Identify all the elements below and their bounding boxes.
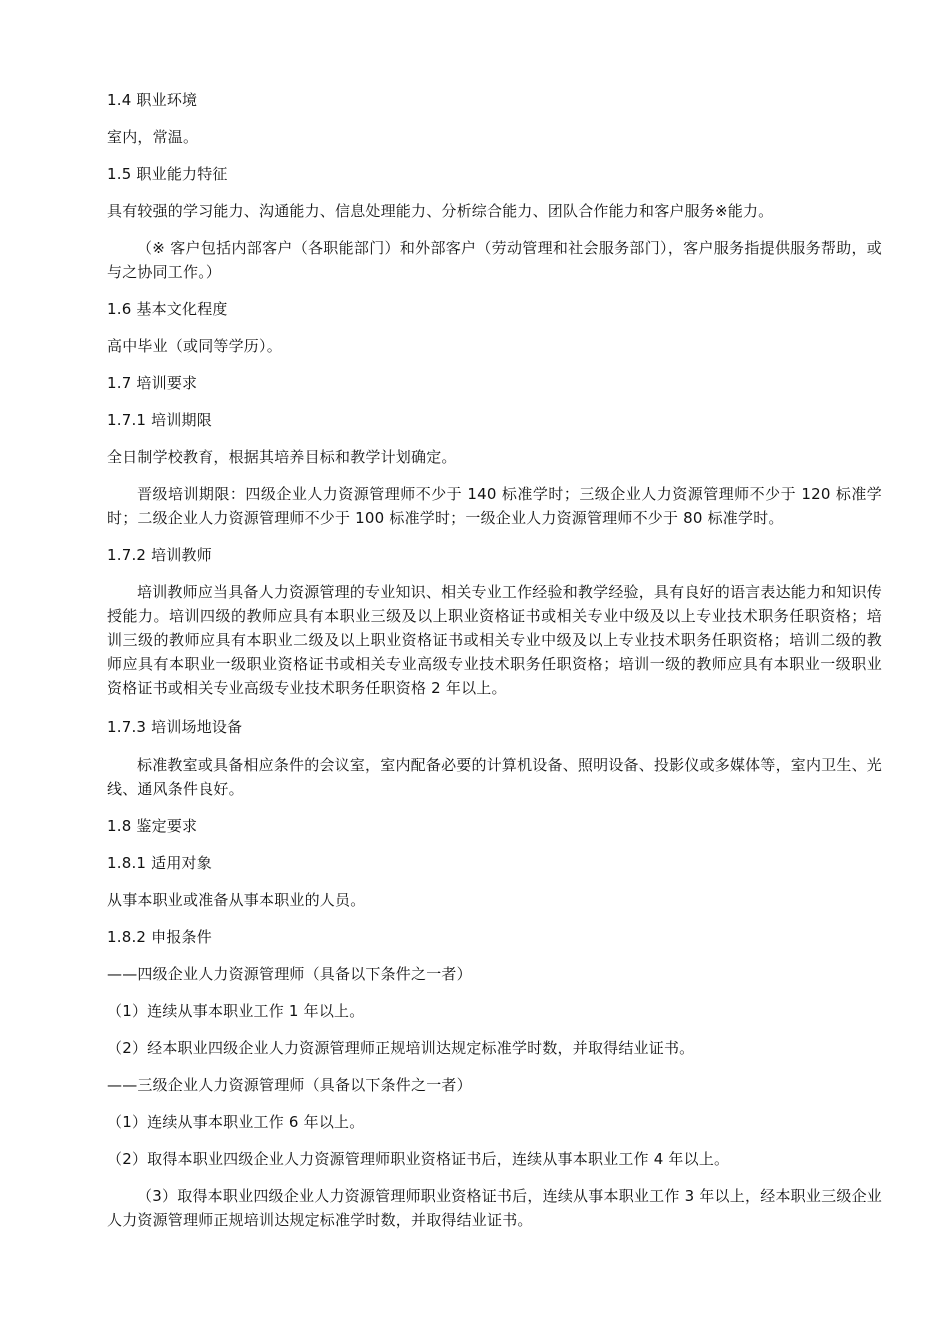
section-1-5-note: （※ 客户包括内部客户（各职能部门）和外部客户（劳动管理和社会服务部门），客户服务指提供服务帮助，或与之协同工作。） (107, 239, 882, 281)
section-1-7-heading: 1.7 培训要求 (107, 374, 198, 392)
section-1-7-1-text-1: 全日制学校教育，根据其培养目标和教学计划确定。 (107, 448, 457, 466)
section-1-7-2-text: 培训教师应当具备人力资源管理的专业知识、相关专业工作经验和教学经验，具有良好的语言表达能力和知识传授能力。培训四级的教师应具有本职业三级及以上职业资格证书或相关专业中级及以上专业技术职务任职资格；培训三级的教师应具有本职业二级及以上职业资格证书或相关专业中级及以上专业技术职务任职资格；培训二级的教师应具有本职业一级职业资格证书或相关专业高级专业技术职务任职资格；培训一级的教师应具有本职业一级职业资格证书或相关专业高级专业技术职务任职资格 2 年以上。 (107, 583, 882, 697)
level-3-item-1: （1）连续从事本职业工作 6 年以上。 (107, 1113, 365, 1131)
section-1-4-text: 室内，常温。 (107, 128, 199, 146)
level-3-heading: ——三级企业人力资源管理师（具备以下条件之一者） (107, 1076, 472, 1094)
section-1-5-text: 具有较强的学习能力、沟通能力、信息处理能力、分析综合能力、团队合作能力和客户服务※能力。 (107, 202, 774, 220)
section-1-7-1-heading: 1.7.1 培训期限 (107, 411, 212, 429)
section-1-8-1-text: 从事本职业或准备从事本职业的人员。 (107, 891, 366, 909)
section-1-8-1-heading: 1.8.1 适用对象 (107, 854, 212, 872)
section-1-7-1-text-2: 晋级培训期限：四级企业人力资源管理师不少于 140 标准学时；三级企业人力资源管理师不少于 120 标准学时；二级企业人力资源管理师不少于 100 标准学时；一级企业人力资源管理师不少于 80 标准学时。 (107, 485, 882, 527)
section-1-8-2-heading: 1.8.2 申报条件 (107, 928, 212, 946)
section-1-4-heading: 1.4 职业环境 (107, 91, 198, 109)
level-4-item-2: （2）经本职业四级企业人力资源管理师正规培训达规定标准学时数，并取得结业证书。 (107, 1039, 695, 1057)
section-1-7-3-heading: 1.7.3 培训场地设备 (107, 718, 243, 736)
section-1-6-heading: 1.6 基本文化程度 (107, 300, 228, 318)
section-1-8-heading: 1.8 鉴定要求 (107, 817, 198, 835)
level-3-item-3: （3）取得本职业四级企业人力资源管理师职业资格证书后，连续从事本职业工作 3 年以上，经本职业三级企业人力资源管理师正规培训达规定标准学时数，并取得结业证书。 (107, 1187, 882, 1229)
level-3-item-2: （2）取得本职业四级企业人力资源管理师职业资格证书后，连续从事本职业工作 4 年以上。 (107, 1150, 730, 1168)
section-1-7-3-text: 标准教室或具备相应条件的会议室，室内配备必要的计算机设备、照明设备、投影仪或多媒体等，室内卫生、光线、通风条件良好。 (107, 756, 882, 798)
section-1-5-heading: 1.5 职业能力特征 (107, 165, 228, 183)
section-1-6-text: 高中毕业（或同等学历）。 (107, 337, 282, 355)
section-1-7-2-heading: 1.7.2 培训教师 (107, 546, 212, 564)
level-4-item-1: （1）连续从事本职业工作 1 年以上。 (107, 1002, 365, 1020)
level-4-heading: ——四级企业人力资源管理师（具备以下条件之一者） (107, 965, 472, 983)
